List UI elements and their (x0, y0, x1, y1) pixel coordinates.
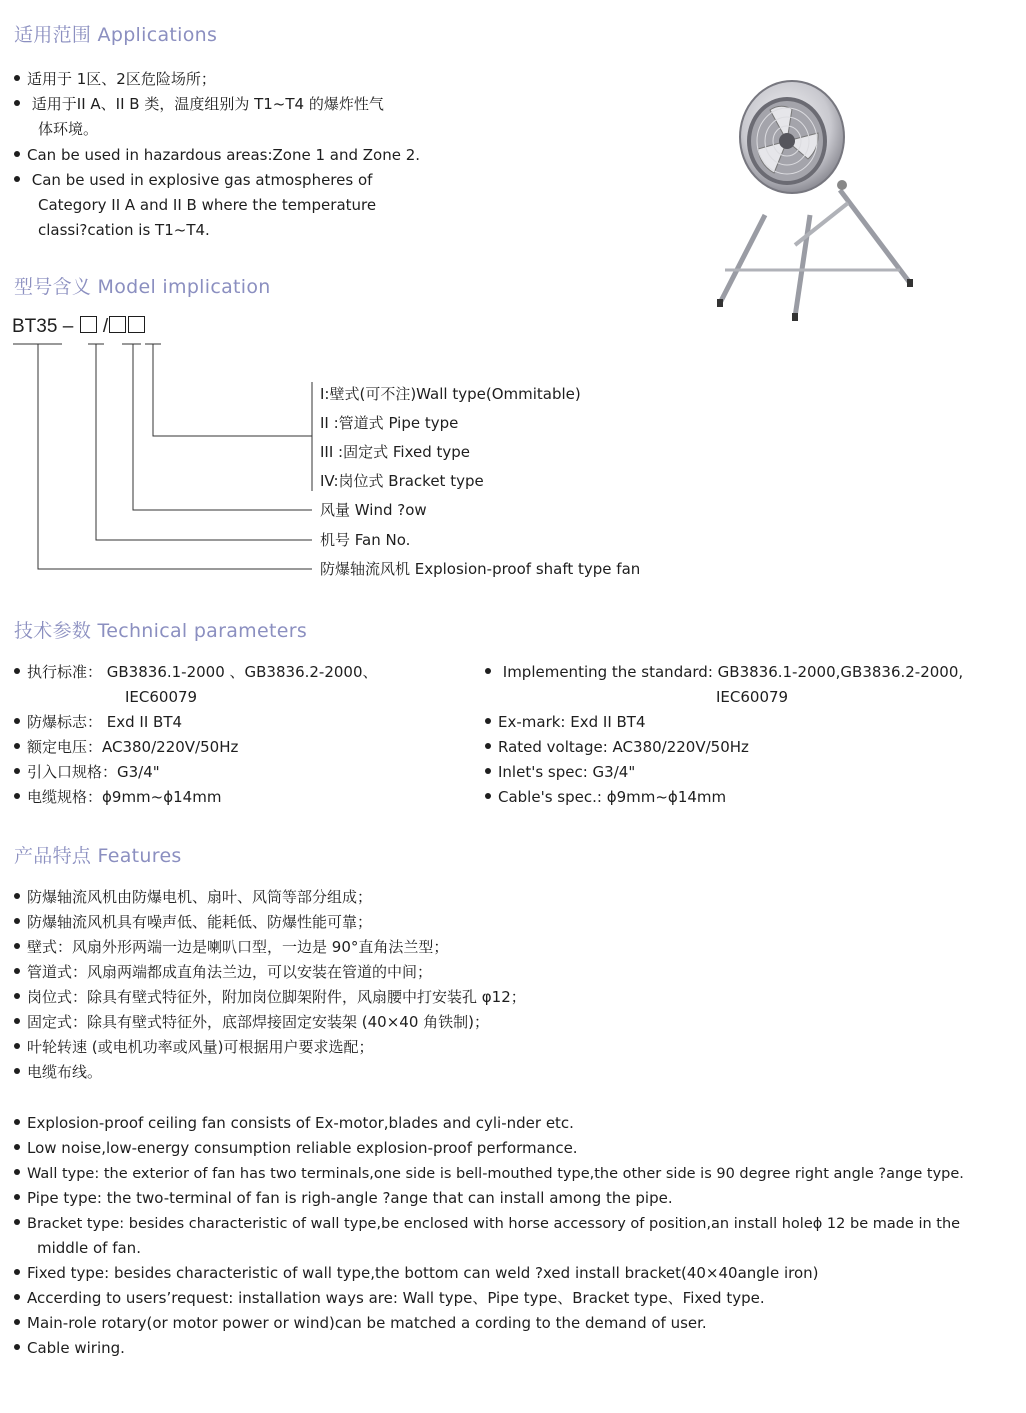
tech-param-en: Implementing the standard: GB3836.1-2000,GB3836.2-2000, (485, 660, 963, 685)
model-slash: / (102, 316, 109, 337)
application-item: 适用于II A、II B 类，温度组别为 T1~T4 的爆炸性气 (14, 92, 384, 117)
application-item-continuation: 体环境。 (38, 120, 99, 138)
bullet-icon (14, 1144, 20, 1150)
tech-param-en: Ex-mark: Exd II BT4 (485, 710, 646, 735)
applications-heading: 适用范围 Applications (14, 24, 218, 46)
bullet-icon (14, 1119, 20, 1125)
bullet-icon (14, 918, 20, 924)
model-fan-no-label: 机号 Fan No. (320, 531, 411, 549)
feature-cn-item: 固定式：除具有壁式特征外，底部焊接固定安装架 (40×40 角铁制)； (14, 1010, 489, 1035)
bullet-icon (14, 1319, 20, 1325)
bullet-icon (14, 1219, 20, 1225)
feature-en-item: Wall type: the exterior of fan has two terminals,one side is bell-mouthed type,the other side is 90 degree right angle ?ange type. (14, 1161, 964, 1187)
model-option-pipe-type: II :管道式 Pipe type (320, 414, 459, 432)
feature-en-item: Explosion-proof ceiling fan consists of Ex-motor,blades and cyli-nder etc. (14, 1111, 574, 1136)
bullet-icon (14, 968, 20, 974)
tech-param-cn: 防爆标志： Exd II BT4 (14, 710, 182, 735)
application-item-continuation: Category II A and II B where the temperature (38, 196, 377, 214)
features-heading: 产品特点 Features (14, 845, 182, 867)
bullet-icon (14, 893, 20, 899)
feature-cn-item: 管道式：风扇两端都成直角法兰边，可以安装在管道的中间； (14, 960, 432, 985)
model-option-wall-type: I:壁式(可不注)Wall type(Ommitable) (320, 385, 581, 403)
application-item: 适用于 1区、2区危险场所； (14, 67, 216, 92)
bullet-icon (485, 743, 491, 749)
tech-param-cn: 额定电压：AC380/220V/50Hz (14, 735, 238, 760)
tech-param-en: Inlet's spec: G3/4" (485, 760, 635, 785)
technical-heading: 技术参数 Technical parameters (14, 620, 308, 642)
tech-param-en: Cable's spec.: ϕ9mm~ϕ14mm (485, 785, 726, 810)
bullet-icon (485, 668, 491, 674)
application-item: Can be used in hazardous areas:Zone 1 and Zone 2. (14, 143, 420, 168)
tech-param-en: Rated voltage: AC380/220V/50Hz (485, 735, 749, 760)
bullet-icon (485, 718, 491, 724)
feature-cn-item: 防爆轴流风机具有噪声低、能耗低、防爆性能可靠； (14, 910, 372, 935)
bullet-icon (14, 1018, 20, 1024)
bullet-icon (14, 1269, 20, 1275)
bullet-icon (14, 1068, 20, 1074)
application-item: Can be used in explosive gas atmospheres of (14, 168, 372, 193)
model-heading: 型号含义 Model implication (14, 276, 271, 298)
model-option-fixed-type: III :固定式 Fixed type (320, 443, 471, 461)
bullet-icon (14, 668, 20, 674)
feature-en-item: Fixed type: besides characteristic of wall type,the bottom can weld ?xed install bracket(40×40angle iron) (14, 1261, 819, 1286)
feature-en-item-continuation: middle of fan. (37, 1239, 141, 1257)
feature-cn-item: 叶轮转速 (或电机功率或风量)可根据用户要求选配； (14, 1035, 373, 1060)
feature-en-item: Low noise,low-energy consumption reliable explosion-proof performance. (14, 1136, 578, 1161)
bullet-icon (485, 768, 491, 774)
bullet-icon (485, 793, 491, 799)
model-option-bracket-type: IV:岗位式 Bracket type (320, 472, 484, 490)
bullet-icon (14, 1344, 20, 1350)
bullet-icon (14, 1043, 20, 1049)
tech-param-cn: 执行标准： GB3836.1-2000 、GB3836.2-2000、 (14, 660, 378, 685)
bullet-icon (14, 718, 20, 724)
feature-en-item: Pipe type: the two-terminal of fan is righ-angle ?ange that can install among the pipe. (14, 1186, 673, 1211)
feature-cn-item: 岗位式：除具有壁式特征外，附加岗位脚架附件，风扇腰中打安装孔 φ12； (14, 985, 526, 1010)
feature-en-item: Bracket type: besides characteristic of wall type,be enclosed with horse accessory of position,an install holeϕ 12 be made in the (14, 1211, 960, 1237)
bullet-icon (14, 1294, 20, 1300)
feature-cn-item: 防爆轴流风机由防爆电机、扇叶、风筒等部分组成； (14, 885, 372, 910)
bullet-icon (14, 743, 20, 749)
bullet-icon (14, 768, 20, 774)
model-fan-type-label: 防爆轴流风机 Explosion-proof shaft type fan (320, 560, 641, 578)
model-wind-flow-label: 风量 Wind ?ow (320, 501, 427, 519)
bullet-icon (14, 993, 20, 999)
bullet-icon (14, 943, 20, 949)
tech-param-cn: 电缆规格：ϕ9mm~ϕ14mm (14, 785, 221, 810)
tech-param-cn-continuation: IEC60079 (125, 688, 198, 706)
tech-param-cn: 引入口规格：G3/4" (14, 760, 160, 785)
feature-cn-item: 壁式：风扇外形两端一边是喇叭口型，一边是 90°直角法兰型； (14, 935, 448, 960)
model-prefix: BT35 – (12, 316, 74, 337)
application-item-continuation: classi?cation is T1~T4. (38, 221, 210, 239)
bullet-icon (14, 1194, 20, 1200)
bullet-icon (14, 1169, 20, 1175)
bullet-icon (14, 793, 20, 799)
feature-cn-item: 电缆布线。 (14, 1060, 102, 1085)
feature-en-item: Accerding to users’request: installation ways are: Wall type、Pipe type、Bracket type、Fixed type. (14, 1286, 765, 1311)
tech-param-en-continuation: IEC60079 (716, 688, 789, 706)
feature-en-item: Cable wiring. (14, 1336, 125, 1361)
feature-en-item: Main-role rotary(or motor power or wind)can be matched a cording to the demand of user. (14, 1311, 707, 1336)
